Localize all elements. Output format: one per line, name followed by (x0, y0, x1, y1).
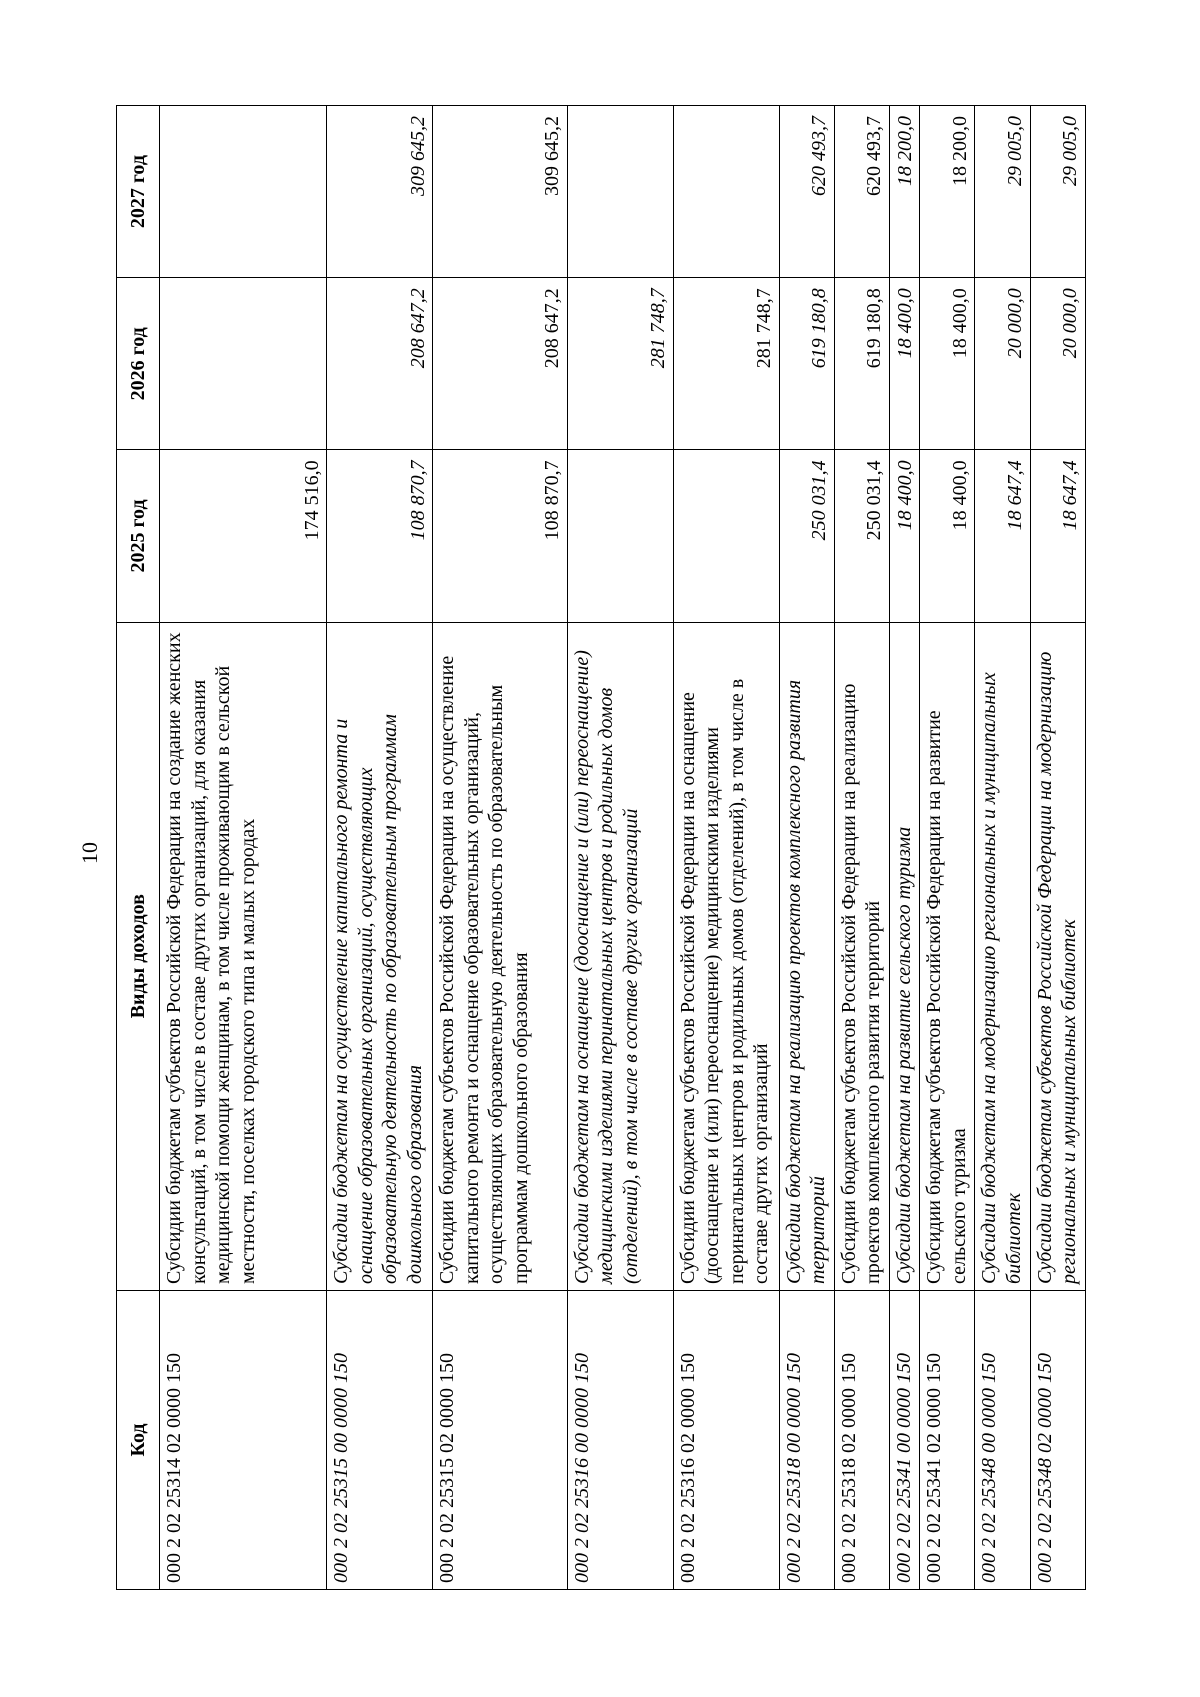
table-row (673, 106, 779, 1590)
cell-2027 (160, 106, 327, 278)
cell-2026: 619 180,8 (834, 278, 889, 450)
cell-code: 000 2 02 25348 00 0000 150 (975, 1290, 1030, 1589)
cell-code: 000 2 02 25316 00 0000 150 (567, 1290, 673, 1589)
cell-2026: 619 180,8 (779, 278, 834, 450)
cell-code: 000 2 02 25341 00 0000 150 (890, 1290, 920, 1589)
cell-revenue-type: Субсидии бюджетам субъектов Российской Федерации на реализацию проектов комплексного развития территорий (834, 622, 889, 1290)
cell-2027: 29 005,0 (1030, 106, 1085, 278)
cell-2027: 620 493,7 (779, 106, 834, 278)
cell-code: 000 2 02 25315 02 0000 150 (433, 1290, 568, 1589)
cell-2025 (673, 450, 779, 622)
table-header-row (117, 106, 160, 1590)
cell-2025: 250 031,4 (834, 450, 889, 622)
cell-2025 (567, 450, 673, 622)
cell-2025: 18 400,0 (920, 450, 975, 622)
cell-code: 000 2 02 25348 02 0000 150 (1030, 1290, 1085, 1589)
cell-revenue-type: Субсидии бюджетам субъектов Российской Федерации на модернизацию региональных и муниципальных библиотек (1030, 622, 1085, 1290)
cell-2026: 208 647,2 (327, 278, 433, 450)
cell-2025: 18 647,4 (1030, 450, 1085, 622)
cell-2027: 309 645,2 (433, 106, 568, 278)
cell-revenue-type: Субсидии бюджетам на оснащение (дооснащение и (или) переоснащение) медицинскими изделиями перинатальных центров и родильных домов (отделений), в том числе в составе других организаций (567, 622, 673, 1290)
cell-revenue-type: Субсидии бюджетам субъектов Российской Федерации на осуществление капитального ремонта и оснащение образовательных организаций, осуществляющих образовательную деятельность по образовательным программам дошкольного образования (433, 622, 568, 1290)
cell-2025: 108 870,7 (327, 450, 433, 622)
cell-2027 (567, 106, 673, 278)
cell-code: 000 2 02 25316 02 0000 150 (673, 1290, 779, 1589)
cell-2027: 29 005,0 (975, 106, 1030, 278)
table-row (567, 106, 673, 1590)
table-row (433, 106, 568, 1590)
cell-revenue-type: Субсидии бюджетам на реализацию проектов комплексного развития территорий (779, 622, 834, 1290)
revenue-table-container (116, 105, 1086, 1590)
cell-2026: 208 647,2 (433, 278, 568, 450)
cell-code: 000 2 02 25318 00 0000 150 (779, 1290, 834, 1589)
cell-2026: 18 400,0 (890, 278, 920, 450)
cell-revenue-type: Субсидии бюджетам субъектов Российской Федерации на создание женских консультаций, в том числе в составе других организаций, для оказания медицинской помощи женщинам, в том числе проживающим в сельской местности, поселках городского типа и малых городах (160, 622, 327, 1290)
table-row (975, 106, 1030, 1590)
cell-revenue-type: Субсидии бюджетам на модернизацию региональных и муниципальных библиотек (975, 622, 1030, 1290)
table-row (1030, 106, 1085, 1590)
table-row (834, 106, 889, 1590)
revenue-table (116, 105, 1086, 1590)
cell-2025: 250 031,4 (779, 450, 834, 622)
cell-2027 (673, 106, 779, 278)
cell-code: 000 2 02 25315 00 0000 150 (327, 1290, 433, 1589)
cell-2026: 281 748,7 (673, 278, 779, 450)
cell-code: 000 2 02 25341 02 0000 150 (920, 1290, 975, 1589)
table-row (779, 106, 834, 1590)
table-row (920, 106, 975, 1590)
header-revenue-type: Виды доходов (117, 622, 160, 1290)
cell-revenue-type: Субсидии бюджетам на осуществление капитального ремонта и оснащение образовательных организаций, осуществляющих образовательную деятельность по образовательным программам дошкольного образования (327, 622, 433, 1290)
cell-2027: 18 200,0 (920, 106, 975, 278)
cell-2025: 108 870,7 (433, 450, 568, 622)
cell-code: 000 2 02 25318 02 0000 150 (834, 1290, 889, 1589)
header-2026: 2026 год (117, 278, 160, 450)
cell-revenue-type: Субсидии бюджетам субъектов Российской Федерации на развитие сельского туризма (920, 622, 975, 1290)
table-row (890, 106, 920, 1590)
table-row (327, 106, 433, 1590)
header-code: Код (117, 1290, 160, 1589)
cell-2026: 281 748,7 (567, 278, 673, 450)
header-2025: 2025 год (117, 450, 160, 622)
cell-code: 000 2 02 25314 02 0000 150 (160, 1290, 327, 1589)
header-2027: 2027 год (117, 106, 160, 278)
cell-revenue-type: Субсидии бюджетам субъектов Российской Федерации на оснащение (дооснащение и (или) переоснащение) медицинскими изделиями перинатальных центров и родильных домов (отделений), в том числе в составе других организаций (673, 622, 779, 1290)
cell-2025: 174 516,0 (160, 450, 327, 622)
table-row (160, 106, 327, 1590)
cell-2027: 309 645,2 (327, 106, 433, 278)
cell-2025: 18 400,0 (890, 450, 920, 622)
cell-2026: 20 000,0 (975, 278, 1030, 450)
cell-revenue-type: Субсидии бюджетам на развитие сельского туризма (890, 622, 920, 1290)
cell-2027: 620 493,7 (834, 106, 889, 278)
cell-2026: 18 400,0 (920, 278, 975, 450)
cell-2025: 18 647,4 (975, 450, 1030, 622)
cell-2026 (160, 278, 327, 450)
cell-2026: 20 000,0 (1030, 278, 1085, 450)
cell-2027: 18 200,0 (890, 106, 920, 278)
page-number: 10 (77, 842, 102, 864)
